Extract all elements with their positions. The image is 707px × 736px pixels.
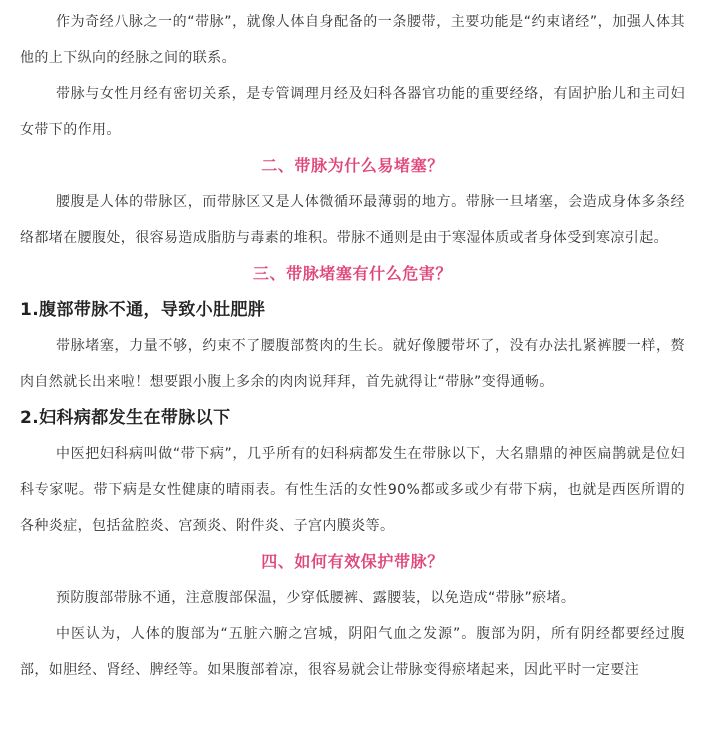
subheading-belly-fat: 1.腹部带脉不通，导致小肚肥胖 bbox=[20, 300, 266, 320]
paragraph-prevention: 预防腹部带脉不通，注意腹部保温，少穿低腰裤、露腰装，以免造成“带脉”瘀堵。 bbox=[56, 590, 576, 606]
section-title-protection: 四、如何有效保护带脉？ bbox=[261, 552, 444, 571]
subheading-gynecological: 2.妇科病都发生在带脉以下 bbox=[20, 408, 231, 428]
paragraph-tcm-abdomen: 中医认为，人体的腹部为“五脏六腑之宫城，阴阳气血之发源”。腹部为阴，所有阴经都要经过腹部，如胆经、肾经、脾经等。如果腹部着凉，很容易就会让带脉变得瘀堵起来，因此平时一定要注 bbox=[20, 626, 685, 678]
paragraph-gynecological: 中医把妇科病叫做“带下病”，几乎所有的妇科病都发生在带脉以下，大名鼎鼎的神医扁鹊就是位妇科专家呢。带下病是女性健康的晴雨表。有性生活的女性90%都或多或少有带下病，也就是西医所谓的各种炎症，包括盆腔炎、宫颈炎、附件炎、子宫内膜炎等。 bbox=[20, 446, 685, 534]
paragraph-daimai-intro: 作为奇经八脉之一的“带脉”，就像人体自身配备的一条腰带，主要功能是“约束诸经”，加强人体其他的上下纵向的经脉之间的联系。 bbox=[20, 14, 685, 66]
paragraph-belly-fat: 带脉堵塞，力量不够，约束不了腰腹部赘肉的生长。就好像腰带坏了，没有办法扎紧裤腰一样，赘肉自然就长出来啦！想要跟小腹上多余的肉肉说拜拜，首先就得让“带脉”变得通畅。 bbox=[20, 338, 685, 390]
section-title-why-blocked: 二、带脉为什么易堵塞？ bbox=[261, 156, 444, 175]
paragraph-daimai-menstruation: 带脉与女性月经有密切关系，是专管调理月经及妇科各器官功能的重要经络，有固护胎儿和主司妇女带下的作用。 bbox=[20, 86, 685, 138]
section-title-harms: 三、带脉堵塞有什么危害？ bbox=[252, 264, 453, 283]
paragraph-why-blocked: 腰腹是人体的带脉区，而带脉区又是人体微循环最薄弱的地方。带脉一旦堵塞，会造成身体多条经络都堵在腰腹处，很容易造成脂肪与毒素的堆积。带脉不通则是由于寒湿体质或者身体受到寒凉引起。 bbox=[20, 194, 685, 246]
